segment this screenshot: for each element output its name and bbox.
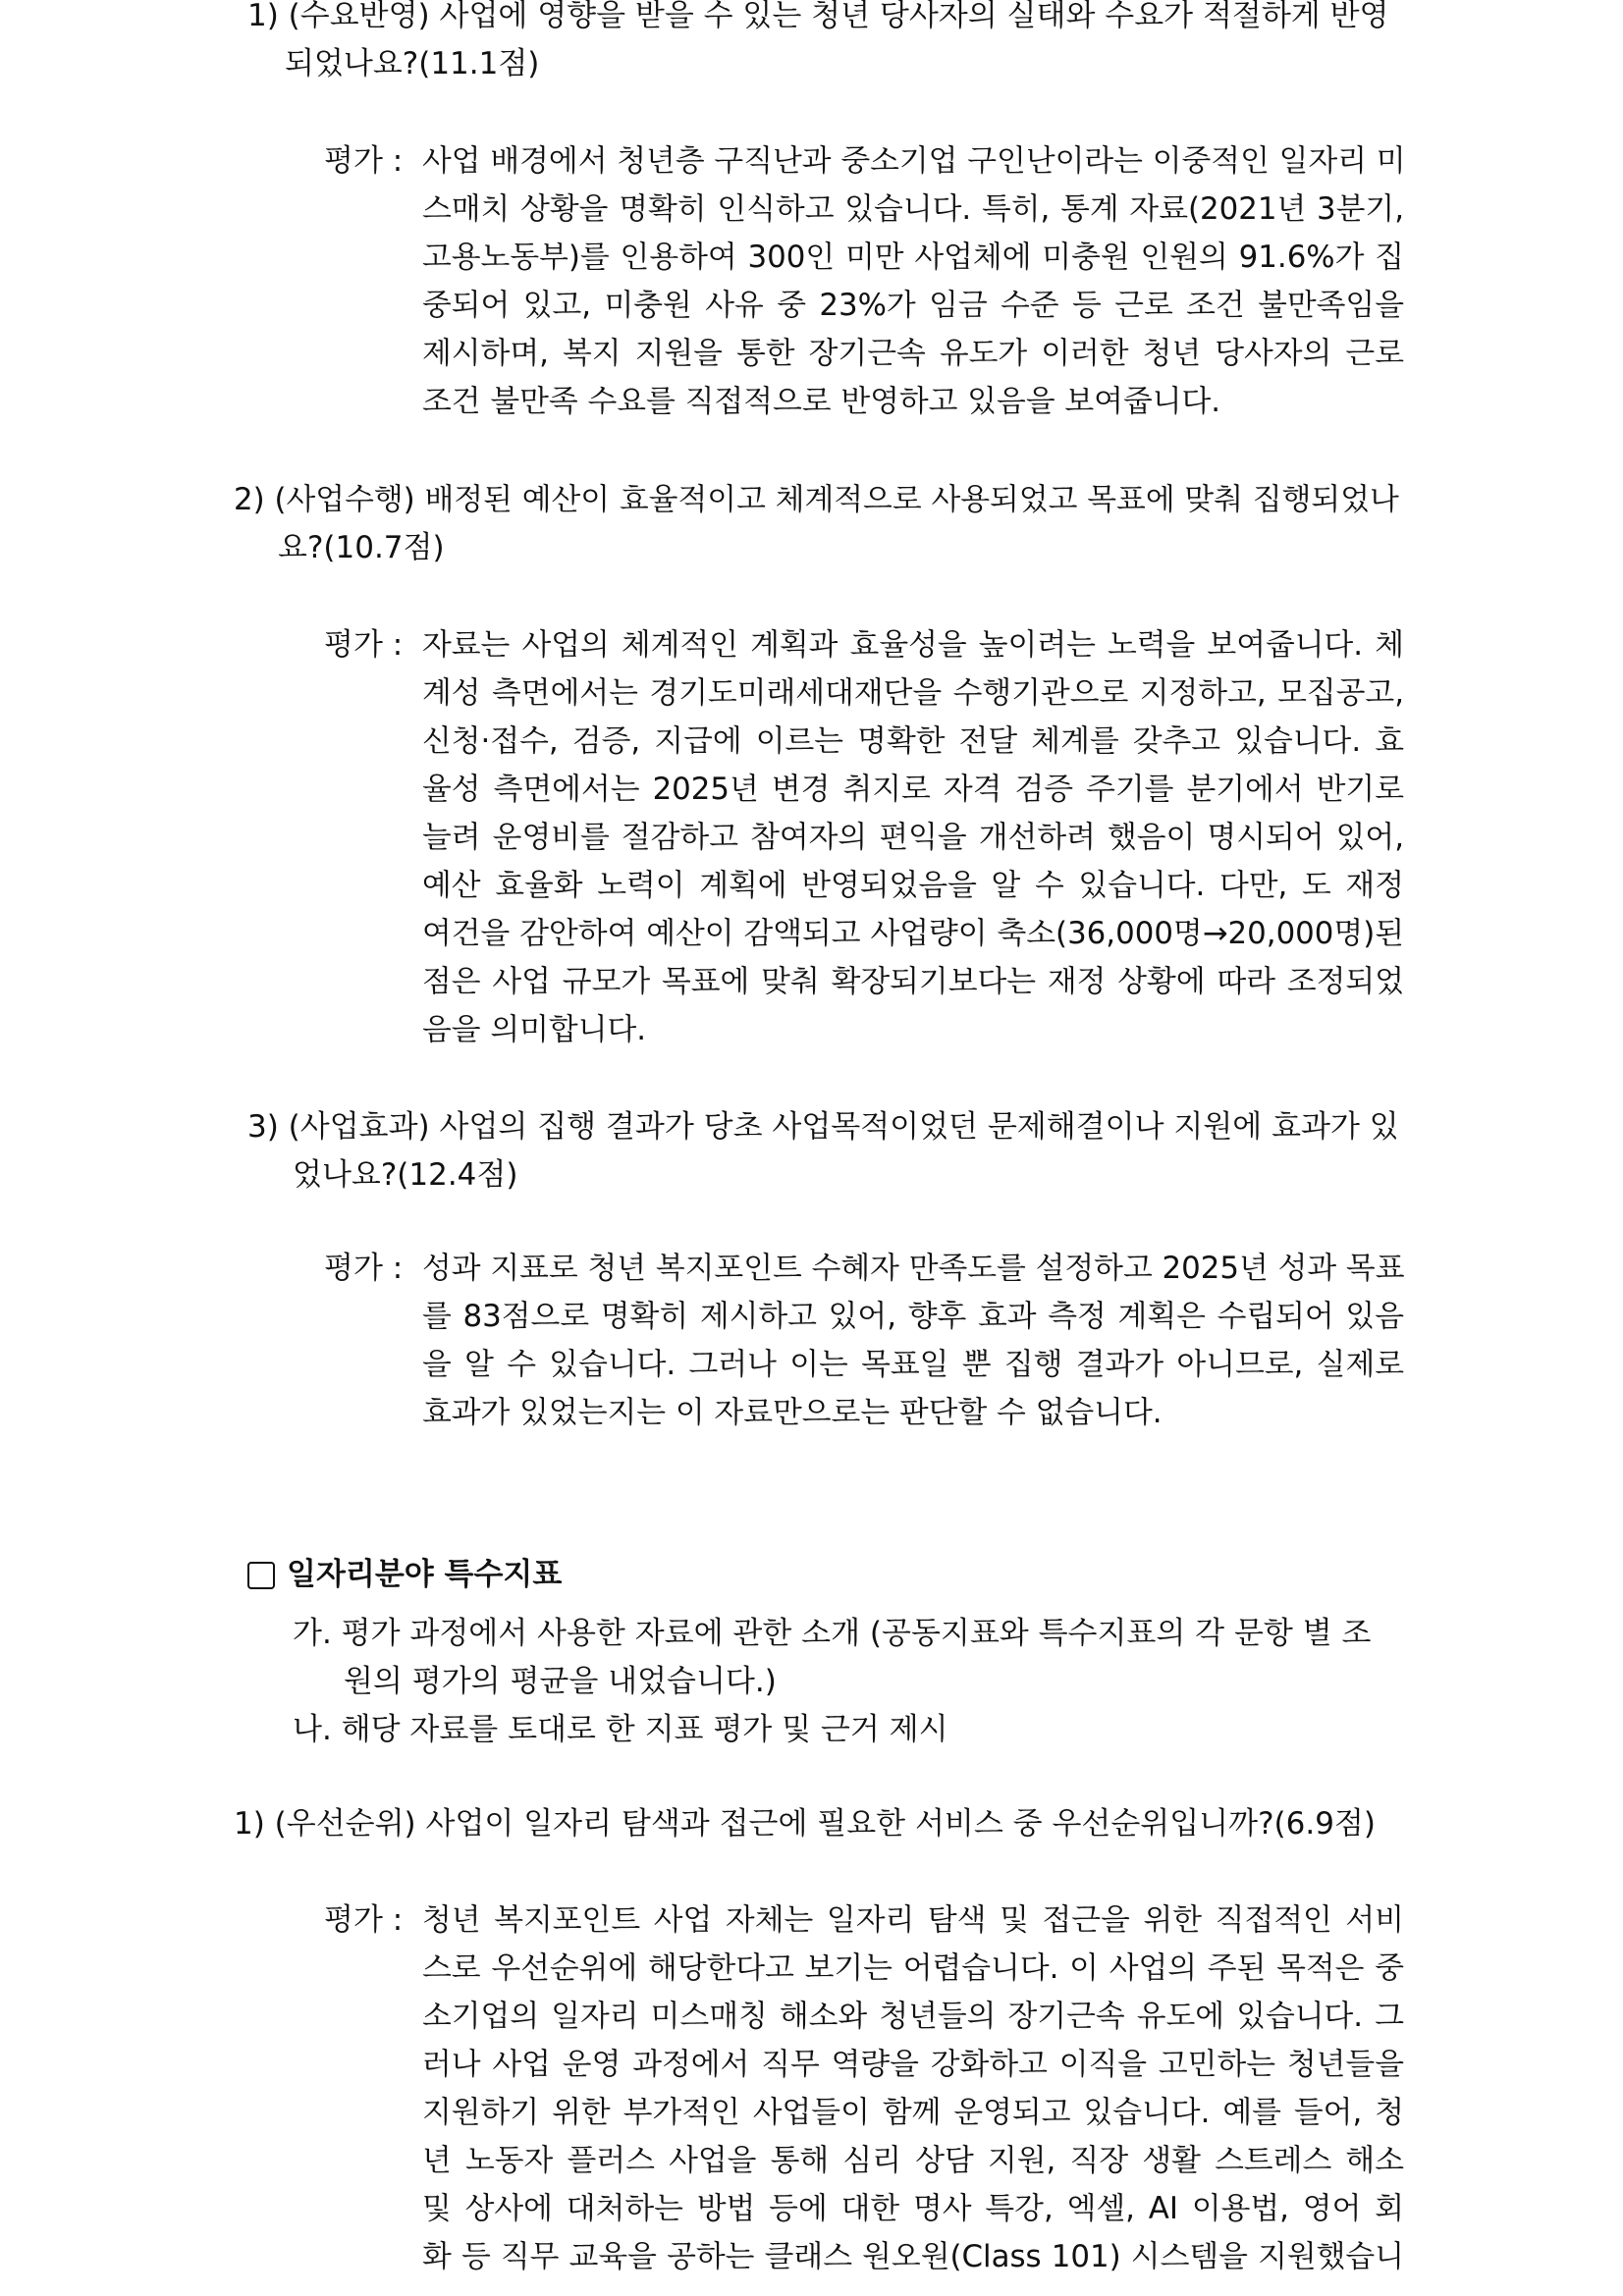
checkbox-square-icon xyxy=(247,1562,275,1589)
evaluation-line: 자료는 사업의 체계적인 계획과 효율성을 높이려는 노력을 보여줍니다. 체 xyxy=(422,627,1404,663)
evaluation-line: 성과 지표로 청년 복지포인트 수혜자 만족도를 설정하고 2025년 성과 목표 xyxy=(422,1251,1405,1286)
evaluation-line: 여건을 감안하여 예산이 감액되고 사업량이 축소(36,000명→20,000명)된 xyxy=(422,916,1404,951)
evaluation-line: 계성 측면에서는 경기도미래세대재단을 수행기관으로 지정하고, 모집공고, xyxy=(422,675,1404,711)
evaluation-line: 스매치 상황을 명확히 인식하고 있습니다. 특히, 통계 자료(2021년 3분기, xyxy=(422,191,1404,227)
evaluation-line: 신청·접수, 검증, 지급에 이르는 명확한 전달 체계를 갖추고 있습니다. 효 xyxy=(422,723,1404,759)
evaluation-line: 율성 측면에서는 2025년 변경 취지로 자격 검증 주기를 분기에서 반기로 xyxy=(422,772,1404,807)
evaluation-line: 점은 사업 규모가 목표에 맞춰 확장되기보다는 재정 상황에 따라 조정되었 xyxy=(422,964,1404,999)
section-title xyxy=(247,1551,562,1599)
evaluation-label: 평가 : xyxy=(324,143,404,179)
question-3-line-1: 3) (사업효과) 사업의 집행 결과가 당초 사업목적이었던 문제해결이나 지원에 효과가 있 xyxy=(247,1109,1399,1145)
evaluation-label: 평가 : xyxy=(324,627,404,663)
evaluation-line: 늘려 운영비를 절감하고 참여자의 편익을 개선하려 했음이 명시되어 있어, xyxy=(422,820,1404,855)
evaluation-line: 조건 불만족 수요를 직접적으로 반영하고 있음을 보여줍니다. xyxy=(422,384,1221,419)
evaluation-line: 을 알 수 있습니다. 그러나 이는 목표일 뿐 집행 결과가 아니므로, 실제로 xyxy=(422,1347,1404,1382)
question-3-line-2: 었나요?(12.4점) xyxy=(293,1157,518,1193)
question-2-line-2: 요?(10.7점) xyxy=(278,530,445,565)
evaluation-text xyxy=(422,137,1404,426)
evaluation-line: 년 노동자 플러스 사업을 통해 심리 상담 지원, 직장 생활 스트레스 해소 xyxy=(422,2143,1404,2178)
evaluation-line: 화 등 직무 교육을 공하는 클래스 원오원(Class 101) 시스템을 지원했습니 xyxy=(422,2239,1404,2274)
section-item-na: 나. 해당 자료를 토대로 한 지표 평가 및 근거 제시 xyxy=(293,1712,948,1747)
section-item-ga-line-1: 가. 평가 과정에서 사용한 자료에 관한 소개 (공동지표와 특수지표의 각 문항 별 조 xyxy=(293,1616,1372,1651)
evaluation-line: 러나 사업 운영 과정에서 직무 역량을 강화하고 이직을 고민하는 청년들을 xyxy=(422,2047,1404,2082)
section-title-text: 일자리분야 특수지표 xyxy=(287,1557,563,1592)
evaluation-text xyxy=(422,1245,1404,1437)
evaluation-line: 사업 배경에서 청년층 구직난과 중소기업 구인난이라는 이중적인 일자리 미 xyxy=(422,143,1406,179)
evaluation-line: 예산 효율화 노력이 계획에 반영되었음을 알 수 있습니다. 다만, 도 재정 xyxy=(422,868,1404,903)
evaluation-line: 제시하며, 복지 지원을 통한 장기근속 유도가 이러한 청년 당사자의 근로 xyxy=(422,336,1404,371)
evaluation-line: 중되어 있고, 미충원 사유 중 23%가 임금 수준 등 근로 조건 불만족임을 xyxy=(422,288,1404,323)
evaluation-label: 평가 : xyxy=(324,1902,404,1938)
evaluation-text xyxy=(422,621,1404,1054)
evaluation-line: 효과가 있었는지는 이 자료만으로는 판단할 수 없습니다. xyxy=(422,1395,1163,1430)
section-item-ga-line-2: 원의 평가의 평균을 내었습니다.) xyxy=(344,1664,777,1699)
evaluation-label: 평가 : xyxy=(324,1251,404,1286)
evaluation-line: 청년 복지포인트 사업 자체는 일자리 탐색 및 접근을 위한 직접적인 서비 xyxy=(422,1902,1404,1938)
evaluation-line: 를 83점으로 명확히 제시하고 있어, 향후 효과 측정 계획은 수립되어 있음 xyxy=(422,1299,1404,1334)
evaluation-line: 및 상사에 대처하는 방법 등에 대한 명사 특강, 엑셀, AI 이용법, 영어 회 xyxy=(422,2191,1404,2226)
evaluation-line: 음을 의미합니다. xyxy=(422,1012,647,1047)
evaluation-line: 스로 우선순위에 해당한다고 보기는 어렵습니다. 이 사업의 주된 목적은 중 xyxy=(422,1950,1404,1986)
evaluation-line: 지원하기 위한 부가적인 사업들이 함께 운영되고 있습니다. 예를 들어, 청 xyxy=(422,2095,1404,2130)
question-1-line-2: 되었나요?(11.1점) xyxy=(285,46,540,81)
question-2-line-1: 2) (사업수행) 배정된 예산이 효율적이고 체계적으로 사용되었고 목표에 맞춰 집행되었나 xyxy=(234,482,1399,517)
evaluation-line: 고용노동부)를 인용하여 300인 미만 사업체에 미충원 인원의 91.6%가 집 xyxy=(422,240,1404,275)
question-1-line-1: 1) (수요반영) 사업에 영향을 받을 수 있는 청년 당사자의 실태와 수요가 적절하게 반영 xyxy=(247,0,1389,33)
evaluation-line: 소기업의 일자리 미스매칭 해소와 청년들의 장기근속 유도에 있습니다. 그 xyxy=(422,1999,1404,2034)
question-4-line-1: 1) (우선순위) 사업이 일자리 탐색과 접근에 필요한 서비스 중 우선순위입니까?(6.9점) xyxy=(234,1806,1376,1842)
evaluation-text xyxy=(422,1896,1404,2281)
